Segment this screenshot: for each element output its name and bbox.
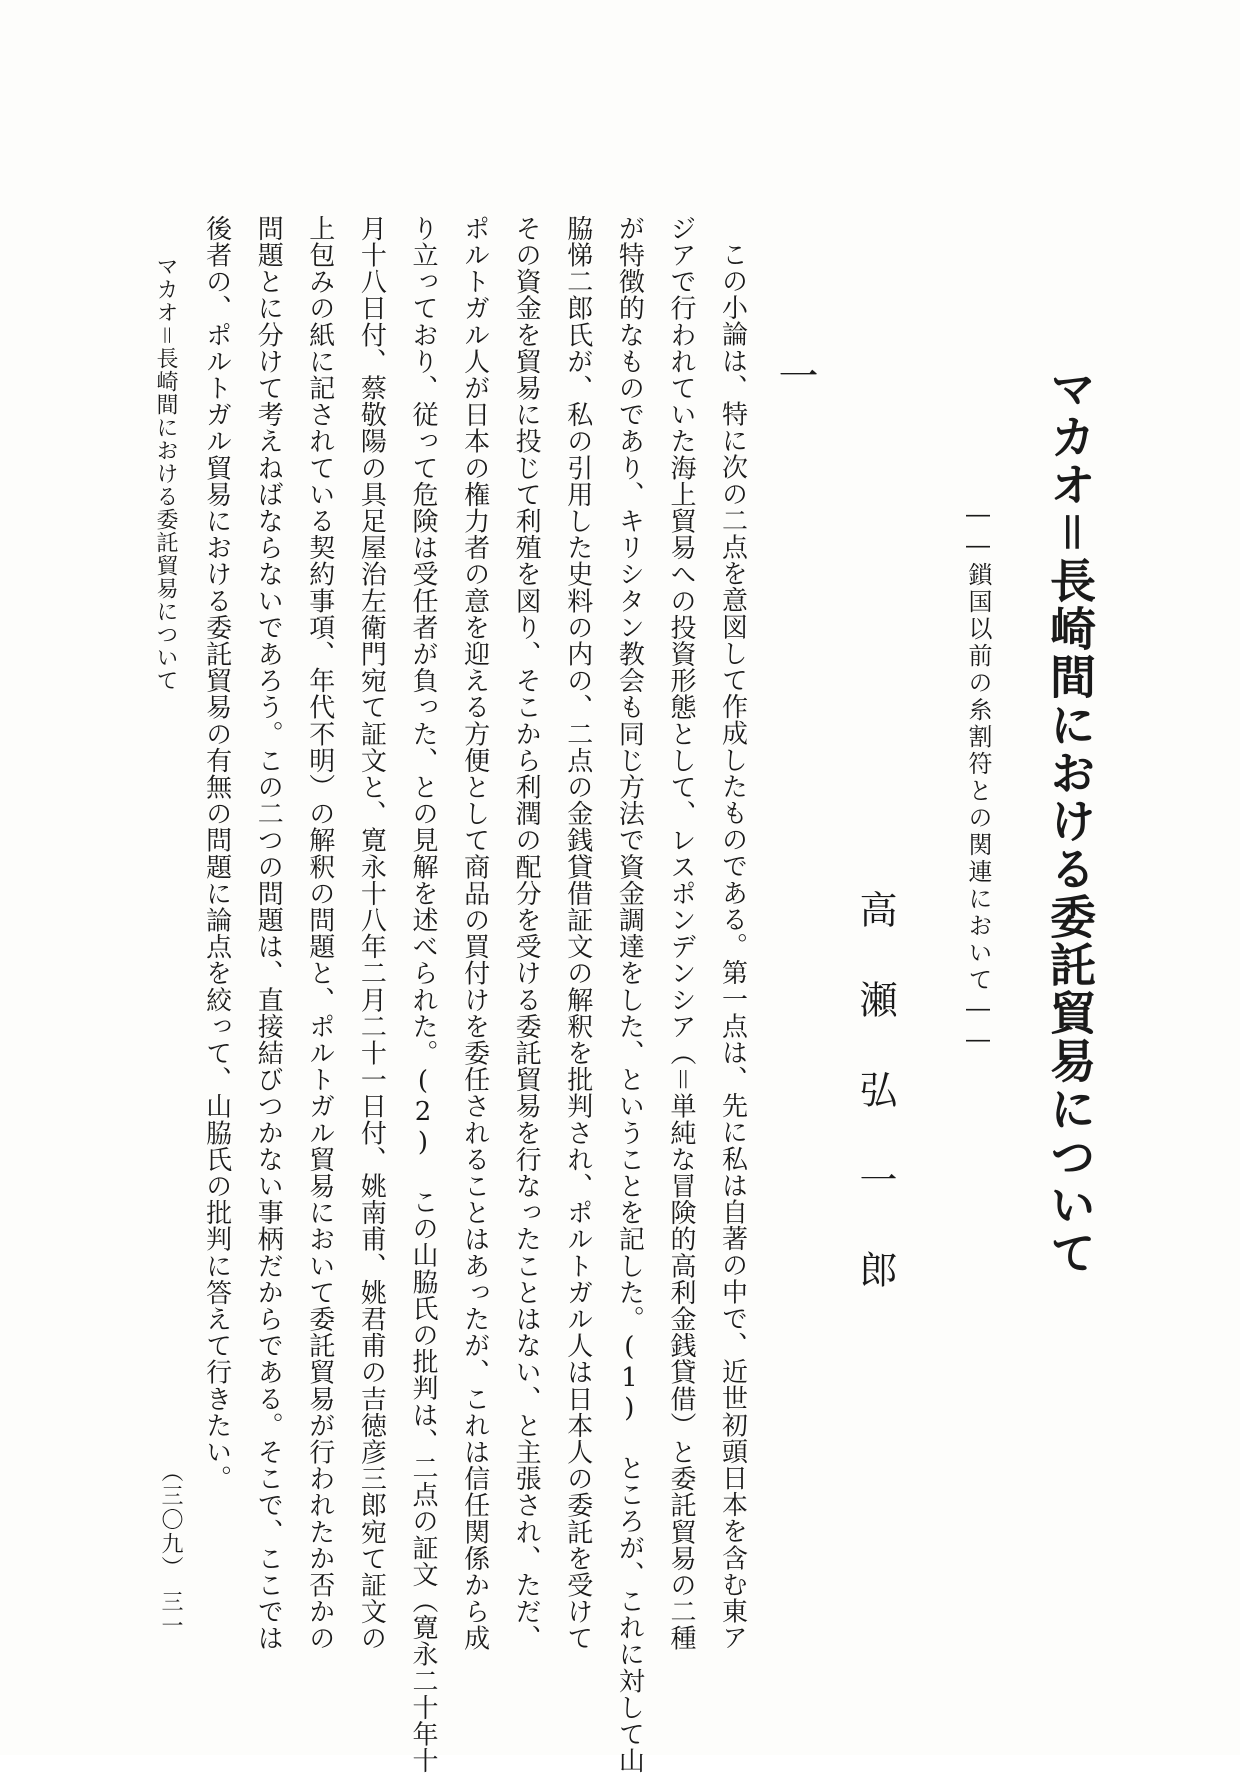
body-line: り立っており、従って危険は受任者が負った、との見解を述べられた。(2) この山脇氏の批判は、二点の証文（寛永二十年十 [407, 215, 438, 1774]
body-line: 脇悌二郎氏が、私の引用した史料の内の、二点の金銭貸借証文の解釈を批判され、ポルトガル人は日本人の委託を受けて [562, 215, 593, 1652]
body-line: 問題とに分けて考えねばならないであろう。この二つの問題は、直接結びつかない事柄だからである。そこで、ここでは [253, 215, 284, 1652]
article-author: 高瀬弘一郎 [853, 890, 897, 1340]
body-line: その資金を貿易に投じて利殖を図り、そこから利潤の配分を受ける委託貿易を行なったことはない、と主張され、ただ、 [511, 215, 542, 1652]
body-text [190, 215, 758, 1774]
body-line: 月十八日付、蔡敬陽の具足屋治左衛門宛て証文と、寛永十八年二月二十一日付、姚南甫、姚君甫の吉徳彦三郎宛て証文の [356, 215, 387, 1652]
article-subtitle: ――鎖国以前の糸割符との関連において―― [964, 500, 992, 1056]
article-title: マカオ＝長崎間における委託貿易について [1043, 365, 1097, 1277]
body-line: ポルトガル人が日本の権力者の意を迎える方便として商品の買付けを委任されることはあったが、これは信任関係から成 [459, 215, 490, 1652]
running-head: マカオ＝長崎間における委託貿易について [153, 255, 178, 692]
body-line: 上包みの紙に記されている契約事項、年代不明）の解釈の問題と、ポルトガル貿易において委託貿易が行われたか否かの [304, 215, 335, 1652]
page-number-parenthetical: （三〇九） [158, 1460, 183, 1580]
page-number: 三一 [158, 1590, 183, 1638]
body-line: 後者の、ポルトガル貿易における委託貿易の有無の問題に論点を絞って、山脇氏の批判に答えて行きたい。 [201, 215, 232, 1492]
body-line: が特徴的なものであり、キリシタン教会も同じ方法で資金調達をした、ということを記した。(1) ところが、これに対して山 [614, 215, 645, 1774]
body-line: ジアで行われていた海上貿易への投資形態として、レスポンデンシア（＝単純な冒険的高利金銭貸借）と委託貿易の二種 [665, 215, 696, 1652]
body-line: この小論は、特に次の二点を意図して作成したものである。第一点は、先に私は自著の中で、近世初頭日本を含む東ア [717, 241, 748, 1651]
section-number: 一 [772, 355, 818, 395]
